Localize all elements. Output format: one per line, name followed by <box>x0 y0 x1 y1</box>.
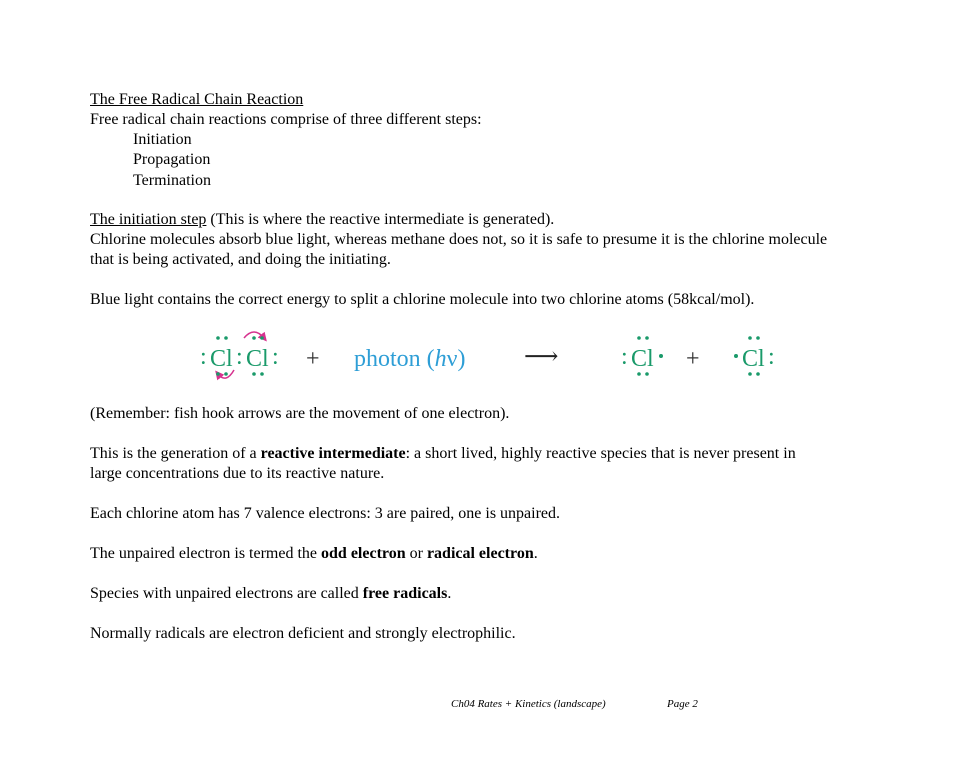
initiation-heading-line <box>90 210 554 230</box>
free-radicals-term: free radicals <box>362 585 448 602</box>
initiation-heading: The initiation step <box>90 211 207 228</box>
cl-atom-1: Cl <box>210 346 233 372</box>
valence-text: Each chlorine atom has 7 valence electrons: 3 are paired, one is unpaired. <box>90 505 561 522</box>
dot-pair-left: : <box>200 344 207 370</box>
cl-atom-2: Cl <box>246 346 269 372</box>
dot-pair-right: : <box>272 344 279 370</box>
reaction-equation <box>196 326 786 388</box>
reactive-intermediate-term: reactive intermediate <box>260 445 406 462</box>
radical-electron-term: radical electron <box>426 545 534 562</box>
cl-radical-2: Cl <box>742 346 765 372</box>
species-pre: Species with unpaired electrons are called <box>90 585 363 602</box>
unpaired-pre: The unpaired electron is termed the <box>90 545 322 562</box>
reactive-post: : a short lived, highly reactive species that is never present in <box>405 445 796 462</box>
radical-2-right-pair: : <box>768 344 775 370</box>
section-title: The Free Radical Chain Reaction <box>90 91 304 108</box>
reactive-line-1 <box>90 444 796 464</box>
reactive-line-2: large concentrations due to its reactive nature. <box>90 465 385 482</box>
reactive-pre: This is the generation of a <box>90 445 261 462</box>
remember-text: (Remember: fish hook arrows are the movement of one electron). <box>90 405 510 422</box>
photon-label: photon (hν) <box>354 346 466 372</box>
radical-1-left-pair: : <box>621 344 628 370</box>
cl-radical-1: Cl <box>631 346 654 372</box>
odd-electron-term: odd electron <box>321 545 406 562</box>
species-text <box>90 584 451 604</box>
plus-sign-1: + <box>306 346 320 372</box>
initiation-line-2: that is being activated, and doing the initiating. <box>90 251 391 268</box>
initiation-line-1: Chlorine molecules absorb blue light, whereas methane does not, so it is safe to presume it is the chlorine molecule <box>90 231 828 248</box>
footer-page-number: Page 2 <box>667 698 698 710</box>
bond-electron-pair: : <box>236 344 243 370</box>
intro-text: Free radical chain reactions comprise of three different steps: <box>90 111 482 128</box>
plus-sign-2: + <box>686 346 700 372</box>
initiation-heading-note: (This is where the reactive intermediate is generated). <box>206 211 555 228</box>
unpaired-text <box>90 544 538 564</box>
step-termination: Termination <box>133 172 211 189</box>
footer-document-name: Ch04 Rates + Kinetics (landscape) <box>451 698 606 710</box>
unpaired-mid: or <box>405 545 427 562</box>
step-initiation: Initiation <box>133 131 192 148</box>
species-post: . <box>447 585 452 602</box>
blue-light-text: Blue light contains the correct energy to split a chlorine molecule into two chlorine atoms (58kcal/mol). <box>90 291 755 308</box>
reaction-arrow: ⟶ <box>524 344 559 370</box>
step-propagation: Propagation <box>133 151 211 168</box>
unpaired-post: . <box>533 545 538 562</box>
normally-text: Normally radicals are electron deficient and strongly electrophilic. <box>90 625 516 642</box>
